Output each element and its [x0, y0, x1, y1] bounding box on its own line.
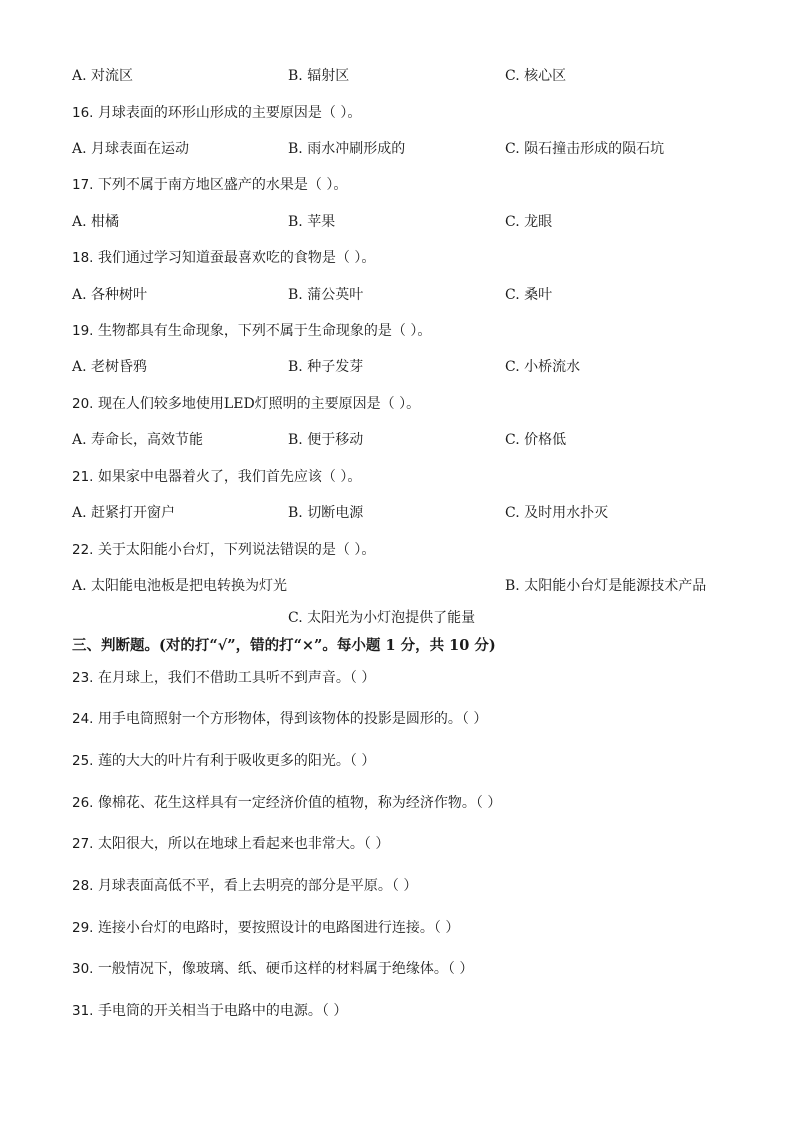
- question-number: 21.: [72, 469, 94, 485]
- question-text: 月球表面的环形山形成的主要原因是（ ）。: [97, 105, 362, 121]
- question-22: [0, 538, 793, 562]
- question-21: [0, 465, 793, 489]
- question-text: 我们通过学习知道蚕最喜欢吃的食物是（ ）。: [97, 250, 376, 266]
- judgment-item: [0, 916, 793, 940]
- option-b: B. 蒲公英叶: [288, 287, 364, 303]
- options-row: [0, 428, 793, 452]
- judgment-item: [0, 707, 793, 731]
- option-b: B. 种子发芽: [288, 359, 364, 375]
- question-number: 19.: [72, 323, 94, 339]
- question-text: 如果家中电器着火了，我们首先应该（ ）。: [97, 469, 362, 485]
- option-a: A. 老树昏鸦: [72, 359, 148, 375]
- option-a: A. 寿命长，高效节能: [72, 432, 204, 448]
- judgment-item: [0, 957, 793, 981]
- options-row: [0, 137, 793, 161]
- question-text: 连接小台灯的电路时，要按照设计的电路图进行连接。（ ）: [97, 920, 460, 936]
- question-number: 23.: [72, 670, 94, 686]
- option-b: B. 辐射区: [288, 68, 350, 84]
- question-text: 像棉花、花生这样具有一定经济价值的植物，称为经济作物。（ ）: [97, 795, 502, 811]
- options-row: [0, 64, 793, 88]
- question-17: [0, 173, 793, 197]
- option-c: C. 及时用水扑灭: [505, 505, 609, 521]
- question-text: 手电筒的开关相当于电路中的电源。（ ）: [97, 1003, 348, 1019]
- question-text: 现在人们较多地使用LED灯照明的主要原因是（ ）。: [97, 396, 421, 412]
- question-16: [0, 101, 793, 125]
- question-number: 18.: [72, 250, 94, 266]
- question-number: 22.: [72, 542, 94, 558]
- question-text: 月球表面高低不平，看上去明亮的部分是平原。（ ）: [97, 878, 418, 894]
- question-text: 在月球上，我们不借助工具听不到声音。（ ）: [97, 670, 376, 686]
- option-c: C. 核心区: [505, 68, 567, 84]
- options-row: [0, 606, 793, 630]
- question-number: 17.: [72, 177, 94, 193]
- option-a: A. 各种树叶: [72, 287, 148, 303]
- judgment-item: [0, 999, 793, 1023]
- option-c: C. 陨石撞击形成的陨石坑: [505, 141, 665, 157]
- option-b: B. 便于移动: [288, 432, 364, 448]
- options-row: [0, 210, 793, 234]
- option-c: C. 桑叶: [505, 287, 553, 303]
- option-b: B. 太阳能小台灯是能源技术产品: [505, 578, 707, 594]
- option-b: B. 雨水冲刷形成的: [288, 141, 406, 157]
- question-text: 生物都具有生命现象，下列不属于生命现象的是（ ）。: [97, 323, 432, 339]
- question-18: [0, 246, 793, 270]
- judgment-item: [0, 666, 793, 690]
- question-number: 25.: [72, 753, 94, 769]
- option-c: C. 龙眼: [505, 214, 553, 230]
- question-19: [0, 319, 793, 343]
- question-text: 关于太阳能小台灯，下列说法错误的是（ ）。: [97, 542, 376, 558]
- question-text: 一般情况下，像玻璃、纸、硬币这样的材料属于绝缘体。（ ）: [97, 961, 474, 977]
- option-b: B. 切断电源: [288, 505, 364, 521]
- question-text: 莲的大大的叶片有利于吸收更多的阳光。（ ）: [97, 753, 376, 769]
- judgment-item: [0, 832, 793, 856]
- options-row: [0, 283, 793, 307]
- options-row: [0, 574, 793, 598]
- option-c: C. 小桥流水: [505, 359, 581, 375]
- question-20: [0, 392, 793, 416]
- section-title: 三、判断题。(对的打“√”，错的打“×”。每小题 1 分，共 10 分): [72, 637, 496, 654]
- question-text: 太阳很大，所以在地球上看起来也非常大。（ ）: [97, 836, 390, 852]
- question-number: 26.: [72, 795, 94, 811]
- question-number: 28.: [72, 878, 94, 894]
- question-text: 下列不属于南方地区盛产的水果是（ ）。: [97, 177, 348, 193]
- question-number: 27.: [72, 836, 94, 852]
- option-c: C. 太阳光为小灯泡提供了能量: [288, 610, 476, 626]
- options-row: [0, 501, 793, 525]
- question-number: 16.: [72, 105, 94, 121]
- question-text: 用手电筒照射一个方形物体，得到该物体的投影是圆形的。（ ）: [97, 711, 488, 727]
- options-row: [0, 355, 793, 379]
- option-c: C. 价格低: [505, 432, 567, 448]
- judgment-item: [0, 791, 793, 815]
- question-number: 29.: [72, 920, 94, 936]
- question-number: 24.: [72, 711, 94, 727]
- option-a: A. 太阳能电池板是把电转换为灯光: [72, 578, 288, 594]
- judgment-item: [0, 874, 793, 898]
- option-a: A. 月球表面在运动: [72, 141, 190, 157]
- option-a: A. 柑橘: [72, 214, 120, 230]
- question-number: 31.: [72, 1003, 94, 1019]
- judgment-item: [0, 749, 793, 773]
- question-number: 20.: [72, 396, 94, 412]
- option-a: A. 对流区: [72, 68, 134, 84]
- option-b: B. 苹果: [288, 214, 336, 230]
- option-a: A. 赶紧打开窗户: [72, 505, 176, 521]
- question-number: 30.: [72, 961, 94, 977]
